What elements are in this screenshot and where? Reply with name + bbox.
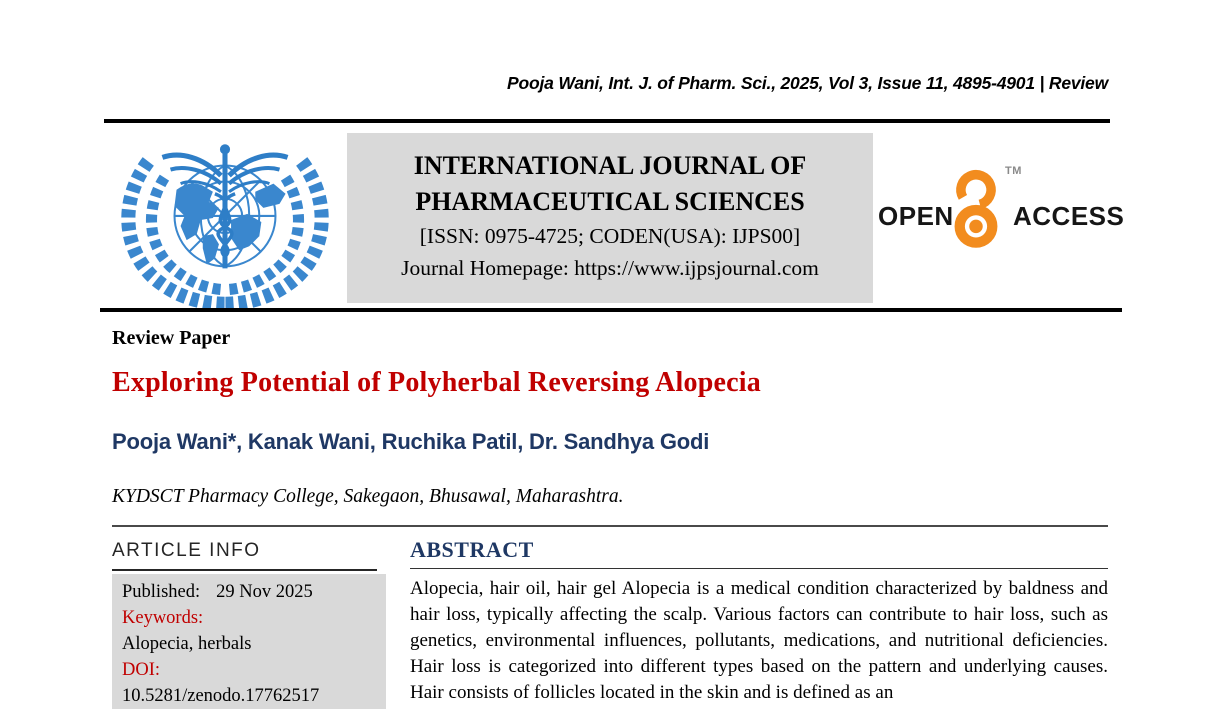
issn-line: [ISSN: 0975-4725; CODEN(USA): IJPS00] (419, 224, 801, 248)
article-authors: Pooja Wani*, Kanak Wani, Ruchika Patil, Dr. Sandhya Godi (112, 429, 710, 454)
article-title: Exploring Potential of Polyherbal Reversing Alopecia (112, 367, 761, 398)
masthead-divider-rule (100, 308, 1122, 312)
keywords-value: Alopecia, herbals (122, 634, 252, 654)
journal-homepage-line: Journal Homepage: https://www.ijpsjournal.com (401, 256, 819, 280)
top-divider-rule (104, 119, 1110, 123)
open-access-logo (876, 162, 1125, 256)
abstract-text: Alopecia, hair oil, hair gel Alopecia is a medical condition characterized by baldness and hair loss, typically affecting the scalp. Various factors can contribute to hair loss, such as genetics, environmental influences, pollutants, medications, and nutritional deficiencies. Hair loss is categorized into different types based on the pattern and underlying causes. Hair consists of follicles located in the skin and is defined as an (410, 578, 1108, 703)
journal-name-line2: PHARMACEUTICAL SCIENCES (415, 187, 805, 216)
abstract-column (410, 537, 1108, 706)
access-label: ACCESS (1013, 201, 1125, 231)
article-info-box (112, 574, 386, 709)
doi-label: DOI: (122, 660, 161, 680)
published-value: 29 Nov 2025 (216, 582, 313, 602)
published-label: Published: (122, 582, 201, 602)
article-info-heading: ARTICLE INFO (112, 540, 377, 571)
doi-value: 10.5281/zenodo.17762517 (122, 686, 320, 706)
article-info-column (112, 540, 386, 709)
article-affiliation: KYDSCT Pharmacy College, Sakegaon, Bhusawal, Maharashtra. (112, 486, 624, 507)
open-access-lock-icon (949, 166, 1003, 250)
journal-name-line1: INTERNATIONAL JOURNAL OF (413, 151, 807, 180)
journal-emblem-icon (118, 137, 332, 307)
article-type-label: Review Paper (112, 327, 231, 349)
published-row (122, 579, 376, 605)
page-citation: Pooja Wani, Int. J. of Pharm. Sci., 2025, Vol 3, Issue 11, 4895-4901 | Review (507, 73, 1108, 93)
open-label: OPEN (878, 201, 954, 231)
keywords-label: Keywords: (122, 608, 204, 628)
masthead-box (347, 133, 873, 303)
abstract-heading: ABSTRACT (410, 537, 1108, 569)
content-divider-rule (112, 525, 1108, 527)
trademark-mark: TM (1005, 165, 1022, 177)
